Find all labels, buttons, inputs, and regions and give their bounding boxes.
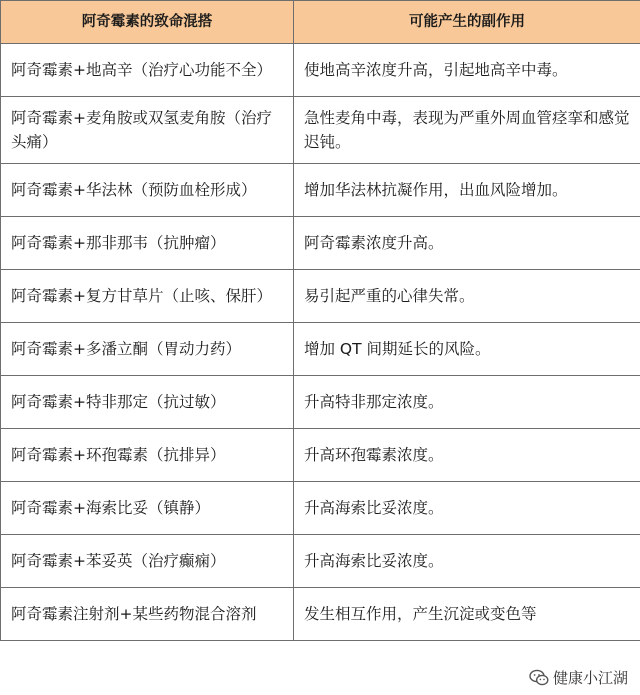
combo-cell: 阿奇霉素+华法林（预防血栓形成） — [1, 164, 294, 217]
effect-cell: 使地高辛浓度升高，引起地高辛中毒。 — [294, 44, 640, 97]
combo-cell: 阿奇霉素+多潘立酮（胃动力药） — [1, 323, 294, 376]
watermark — [527, 666, 630, 689]
table-header-row — [1, 1, 640, 44]
header-side-effect: 可能产生的副作用 — [294, 1, 640, 44]
effect-cell: 升高海索比妥浓度。 — [294, 482, 640, 535]
combo-cell: 阿奇霉素注射剂+某些药物混合溶剂 — [1, 588, 294, 641]
effect-cell: 易引起严重的心律失常。 — [294, 270, 640, 323]
effect-cell: 升高环孢霉素浓度。 — [294, 429, 640, 482]
wechat-icon — [529, 669, 549, 687]
combo-cell: 阿奇霉素+那非那韦（抗肿瘤） — [1, 217, 294, 270]
combo-cell: 阿奇霉素+环孢霉素（抗排异） — [1, 429, 294, 482]
table-row — [1, 164, 640, 217]
table-row — [1, 217, 640, 270]
table-row — [1, 535, 640, 588]
header-combination: 阿奇霉素的致命混搭 — [1, 1, 294, 44]
table-row — [1, 429, 640, 482]
effect-cell: 升高特非那定浓度。 — [294, 376, 640, 429]
combo-cell: 阿奇霉素+特非那定（抗过敏） — [1, 376, 294, 429]
table-row — [1, 270, 640, 323]
table-row — [1, 482, 640, 535]
combo-cell: 阿奇霉素+麦角胺或双氢麦角胺（治疗头痛） — [1, 97, 294, 164]
combo-cell: 阿奇霉素+复方甘草片（止咳、保肝） — [1, 270, 294, 323]
combo-cell: 阿奇霉素+地高辛（治疗心功能不全） — [1, 44, 294, 97]
table-row — [1, 323, 640, 376]
effect-cell: 增加 QT 间期延长的风险。 — [294, 323, 640, 376]
table-row — [1, 588, 640, 641]
effect-cell: 增加华法林抗凝作用，出血风险增加。 — [294, 164, 640, 217]
effect-cell: 急性麦角中毒，表现为严重外周血管痉挛和感觉迟钝。 — [294, 97, 640, 164]
table-row — [1, 376, 640, 429]
effect-cell: 升高海索比妥浓度。 — [294, 535, 640, 588]
combo-cell: 阿奇霉素+海索比妥（镇静） — [1, 482, 294, 535]
effect-cell: 发生相互作用，产生沉淀或变色等 — [294, 588, 640, 641]
watermark-text: 健康小江湖 — [552, 669, 628, 687]
table-row — [1, 97, 640, 164]
table-row — [1, 44, 640, 97]
effect-cell: 阿奇霉素浓度升高。 — [294, 217, 640, 270]
combo-cell: 阿奇霉素+苯妥英（治疗癫痫） — [1, 535, 294, 588]
